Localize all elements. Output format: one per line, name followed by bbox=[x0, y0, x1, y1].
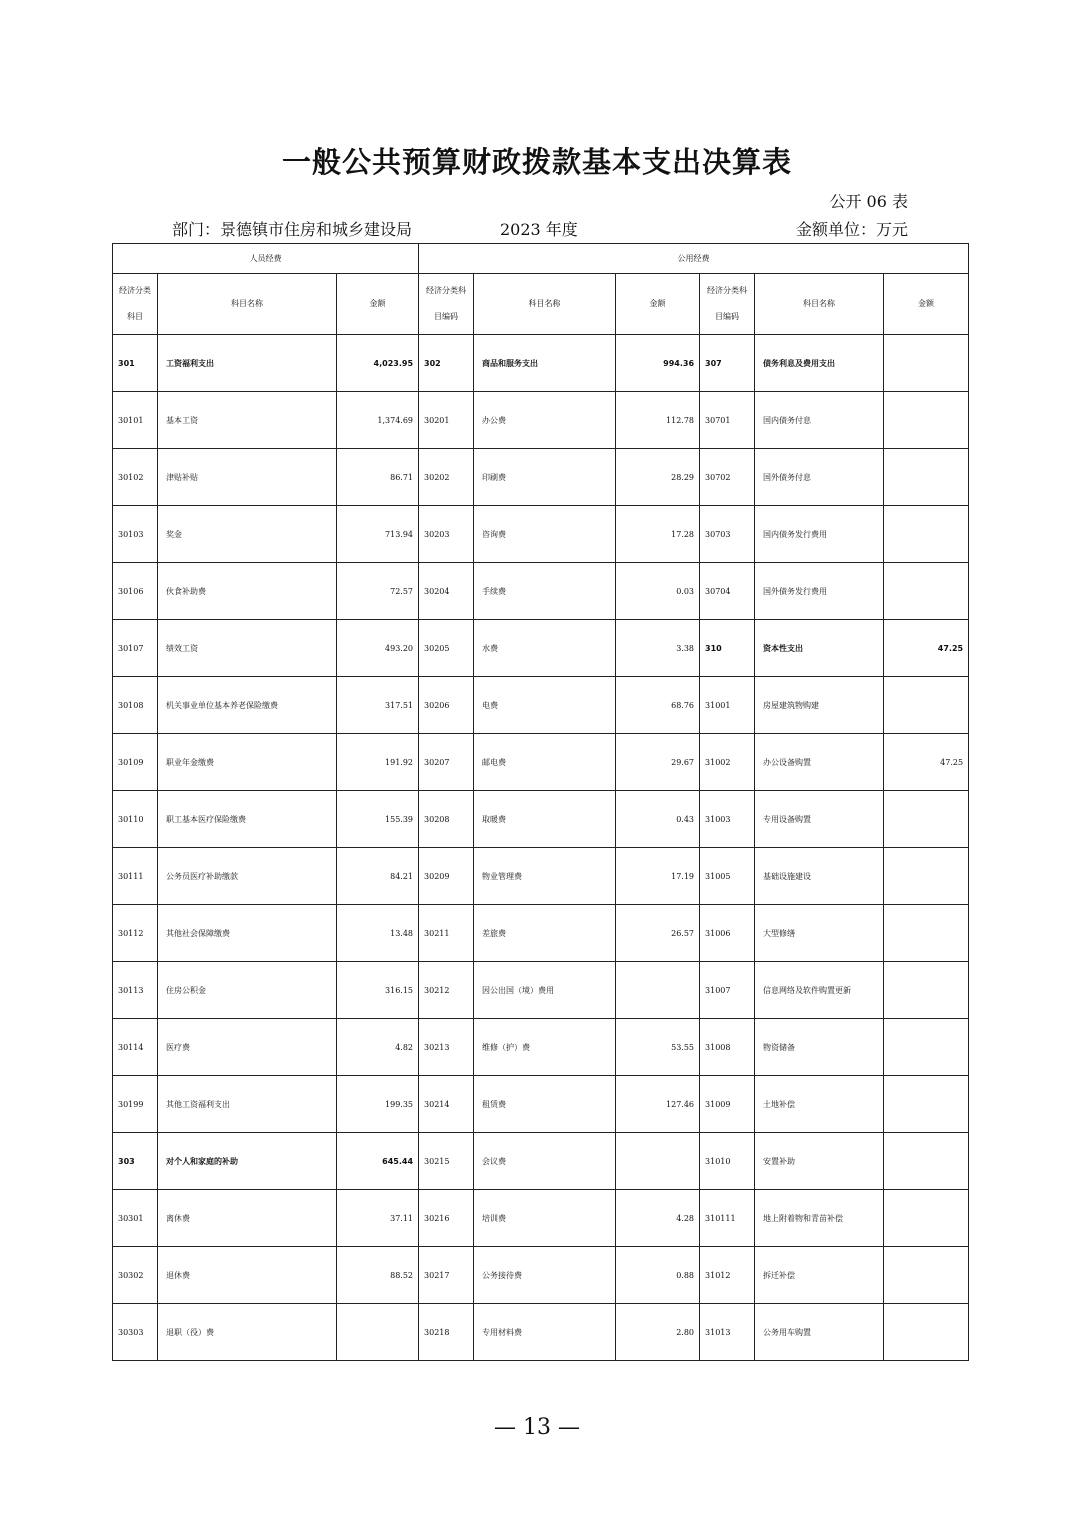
econ-code-cell: 30215 bbox=[419, 1133, 474, 1190]
item-name-cell: 租赁费 bbox=[474, 1076, 616, 1133]
econ-code-cell: 30204 bbox=[419, 563, 474, 620]
table-row bbox=[113, 1076, 969, 1133]
item-name-cell: 专用设备购置 bbox=[755, 791, 884, 848]
econ-code-cell: 30704 bbox=[700, 563, 755, 620]
item-name-cell: 退休费 bbox=[158, 1247, 337, 1304]
item-name-cell: 商品和服务支出 bbox=[474, 335, 616, 392]
amount-cell bbox=[884, 677, 969, 734]
amount-cell: 4.82 bbox=[337, 1019, 419, 1076]
amount-cell bbox=[884, 563, 969, 620]
amount-cell: 0.03 bbox=[616, 563, 700, 620]
amount-cell: 47.25 bbox=[884, 734, 969, 791]
col-header-name: 科目名称 bbox=[755, 274, 884, 335]
econ-code-cell: 30217 bbox=[419, 1247, 474, 1304]
econ-code-cell: 30111 bbox=[113, 848, 158, 905]
econ-code-cell: 30302 bbox=[113, 1247, 158, 1304]
item-name-cell: 对个人和家庭的补助 bbox=[158, 1133, 337, 1190]
amount-cell: 68.76 bbox=[616, 677, 700, 734]
amount-cell bbox=[884, 1133, 969, 1190]
item-name-cell: 国内债务付息 bbox=[755, 392, 884, 449]
item-name-cell: 公务员医疗补助缴款 bbox=[158, 848, 337, 905]
amount-cell: 493.20 bbox=[337, 620, 419, 677]
item-name-cell: 大型修缮 bbox=[755, 905, 884, 962]
econ-code-cell: 30102 bbox=[113, 449, 158, 506]
econ-code-cell: 31002 bbox=[700, 734, 755, 791]
amount-cell bbox=[884, 962, 969, 1019]
table-row bbox=[113, 449, 969, 506]
amount-cell: 155.39 bbox=[337, 791, 419, 848]
item-name-cell: 拆迁补偿 bbox=[755, 1247, 884, 1304]
item-name-cell: 办公费 bbox=[474, 392, 616, 449]
table-row bbox=[113, 1133, 969, 1190]
item-name-cell: 公务用车购置 bbox=[755, 1304, 884, 1361]
amount-cell bbox=[884, 1076, 969, 1133]
amount-cell: 17.19 bbox=[616, 848, 700, 905]
amount-cell: 127.46 bbox=[616, 1076, 700, 1133]
table-row bbox=[113, 848, 969, 905]
item-name-cell: 物资储备 bbox=[755, 1019, 884, 1076]
item-name-cell: 职工基本医疗保险缴费 bbox=[158, 791, 337, 848]
item-name-cell: 地上附着物和青苗补偿 bbox=[755, 1190, 884, 1247]
econ-code-cell: 30209 bbox=[419, 848, 474, 905]
item-name-cell: 水费 bbox=[474, 620, 616, 677]
econ-code-cell: 30205 bbox=[419, 620, 474, 677]
col-header-amount: 金额 bbox=[616, 274, 700, 335]
item-name-cell: 国外债务付息 bbox=[755, 449, 884, 506]
econ-code-cell: 31009 bbox=[700, 1076, 755, 1133]
budget-table bbox=[112, 243, 969, 1361]
item-name-cell: 奖金 bbox=[158, 506, 337, 563]
item-name-cell: 国外债务发行费用 bbox=[755, 563, 884, 620]
econ-code-cell: 30303 bbox=[113, 1304, 158, 1361]
amount-cell bbox=[337, 1304, 419, 1361]
amount-cell: 645.44 bbox=[337, 1133, 419, 1190]
item-name-cell: 其他工资福利支出 bbox=[158, 1076, 337, 1133]
econ-code-cell: 303 bbox=[113, 1133, 158, 1190]
econ-code-cell: 30203 bbox=[419, 506, 474, 563]
item-name-cell: 会议费 bbox=[474, 1133, 616, 1190]
econ-code-cell: 310 bbox=[700, 620, 755, 677]
econ-code-cell: 310111 bbox=[700, 1190, 755, 1247]
item-name-cell: 安置补助 bbox=[755, 1133, 884, 1190]
econ-code-cell: 30110 bbox=[113, 791, 158, 848]
table-row bbox=[113, 791, 969, 848]
econ-code-cell: 30106 bbox=[113, 563, 158, 620]
econ-code-cell: 30199 bbox=[113, 1076, 158, 1133]
item-name-cell: 离休费 bbox=[158, 1190, 337, 1247]
item-name-cell: 公务接待费 bbox=[474, 1247, 616, 1304]
item-name-cell: 退职（役）费 bbox=[158, 1304, 337, 1361]
item-name-cell: 职业年金缴费 bbox=[158, 734, 337, 791]
amount-cell: 316.15 bbox=[337, 962, 419, 1019]
econ-code-cell: 31001 bbox=[700, 677, 755, 734]
econ-code-cell: 30218 bbox=[419, 1304, 474, 1361]
amount-cell: 13.48 bbox=[337, 905, 419, 962]
econ-code-cell: 301 bbox=[113, 335, 158, 392]
item-name-cell: 基本工资 bbox=[158, 392, 337, 449]
econ-code-cell: 30206 bbox=[419, 677, 474, 734]
amount-cell: 28.29 bbox=[616, 449, 700, 506]
page-number: — 13 — bbox=[494, 1415, 580, 1440]
econ-code-cell: 30207 bbox=[419, 734, 474, 791]
amount-cell bbox=[884, 1190, 969, 1247]
table-row bbox=[113, 335, 969, 392]
econ-code-cell: 30211 bbox=[419, 905, 474, 962]
table-row bbox=[113, 677, 969, 734]
amount-cell: 88.52 bbox=[337, 1247, 419, 1304]
econ-code-cell: 30702 bbox=[700, 449, 755, 506]
item-name-cell: 物业管理费 bbox=[474, 848, 616, 905]
department: 部门：景德镇市住房和城乡建设局 bbox=[172, 220, 413, 239]
amount-cell: 199.35 bbox=[337, 1076, 419, 1133]
amount-cell bbox=[884, 506, 969, 563]
amount-cell: 2.80 bbox=[616, 1304, 700, 1361]
econ-code-cell: 31003 bbox=[700, 791, 755, 848]
amount-cell: 47.25 bbox=[884, 620, 969, 677]
item-name-cell: 债务利息及费用支出 bbox=[755, 335, 884, 392]
econ-code-cell: 31008 bbox=[700, 1019, 755, 1076]
amount-cell: 4,023.95 bbox=[337, 335, 419, 392]
amount-cell: 191.92 bbox=[337, 734, 419, 791]
amount-cell bbox=[884, 791, 969, 848]
item-name-cell: 因公出国（境）费用 bbox=[474, 962, 616, 1019]
econ-code-cell: 30202 bbox=[419, 449, 474, 506]
amount-cell bbox=[884, 905, 969, 962]
amount-cell: 53.55 bbox=[616, 1019, 700, 1076]
econ-code-cell: 31013 bbox=[700, 1304, 755, 1361]
item-name-cell: 机关事业单位基本养老保险缴费 bbox=[158, 677, 337, 734]
amount-cell bbox=[884, 1247, 969, 1304]
col-header-code: 经济分类科目编码 bbox=[419, 274, 474, 335]
econ-code-cell: 302 bbox=[419, 335, 474, 392]
item-name-cell: 土地补偿 bbox=[755, 1076, 884, 1133]
item-name-cell: 津贴补贴 bbox=[158, 449, 337, 506]
econ-code-cell: 31007 bbox=[700, 962, 755, 1019]
amount-cell: 17.28 bbox=[616, 506, 700, 563]
amount-cell: 84.21 bbox=[337, 848, 419, 905]
item-name-cell: 房屋建筑物购建 bbox=[755, 677, 884, 734]
table-row bbox=[113, 563, 969, 620]
item-name-cell: 培训费 bbox=[474, 1190, 616, 1247]
econ-code-cell: 30701 bbox=[700, 392, 755, 449]
econ-code-cell: 30107 bbox=[113, 620, 158, 677]
econ-code-cell: 30101 bbox=[113, 392, 158, 449]
item-name-cell: 工资福利支出 bbox=[158, 335, 337, 392]
econ-code-cell: 30213 bbox=[419, 1019, 474, 1076]
amount-cell: 1,374.69 bbox=[337, 392, 419, 449]
item-name-cell: 咨询费 bbox=[474, 506, 616, 563]
item-name-cell: 伙食补助费 bbox=[158, 563, 337, 620]
econ-code-cell: 30113 bbox=[113, 962, 158, 1019]
amount-unit: 金额单位：万元 bbox=[795, 220, 908, 239]
amount-cell: 0.88 bbox=[616, 1247, 700, 1304]
col-header-code: 经济分类科目编码 bbox=[700, 274, 755, 335]
table-row bbox=[113, 734, 969, 791]
item-name-cell: 医疗费 bbox=[158, 1019, 337, 1076]
table-row bbox=[113, 1247, 969, 1304]
econ-code-cell: 30103 bbox=[113, 506, 158, 563]
table-row bbox=[113, 392, 969, 449]
item-name-cell: 信息网络及软件购置更新 bbox=[755, 962, 884, 1019]
amount-cell bbox=[884, 848, 969, 905]
amount-cell: 72.57 bbox=[337, 563, 419, 620]
amount-cell bbox=[884, 335, 969, 392]
amount-cell bbox=[884, 449, 969, 506]
amount-cell: 86.71 bbox=[337, 449, 419, 506]
amount-cell bbox=[616, 1133, 700, 1190]
page-title: 一般公共预算财政拨款基本支出决算表 bbox=[281, 145, 792, 179]
item-name-cell: 邮电费 bbox=[474, 734, 616, 791]
amount-cell: 29.67 bbox=[616, 734, 700, 791]
item-name-cell: 绩效工资 bbox=[158, 620, 337, 677]
econ-code-cell: 31005 bbox=[700, 848, 755, 905]
amount-cell: 713.94 bbox=[337, 506, 419, 563]
table-row bbox=[113, 905, 969, 962]
econ-code-cell: 30212 bbox=[419, 962, 474, 1019]
item-name-cell: 国内债务发行费用 bbox=[755, 506, 884, 563]
econ-code-cell: 30201 bbox=[419, 392, 474, 449]
amount-cell: 317.51 bbox=[337, 677, 419, 734]
table-code: 公开 06 表 bbox=[829, 192, 908, 211]
item-name-cell: 电费 bbox=[474, 677, 616, 734]
col-header-code: 经济分类科目 bbox=[113, 274, 158, 335]
amount-cell: 0.43 bbox=[616, 791, 700, 848]
item-name-cell: 住房公积金 bbox=[158, 962, 337, 1019]
amount-cell: 112.78 bbox=[616, 392, 700, 449]
econ-code-cell: 31012 bbox=[700, 1247, 755, 1304]
col-header-name: 科目名称 bbox=[474, 274, 616, 335]
amount-cell: 994.36 bbox=[616, 335, 700, 392]
amount-cell bbox=[884, 392, 969, 449]
table-row bbox=[113, 620, 969, 677]
econ-code-cell: 30114 bbox=[113, 1019, 158, 1076]
item-name-cell: 其他社会保障缴费 bbox=[158, 905, 337, 962]
item-name-cell: 维修（护）费 bbox=[474, 1019, 616, 1076]
amount-cell bbox=[616, 962, 700, 1019]
amount-cell: 37.11 bbox=[337, 1190, 419, 1247]
econ-code-cell: 30109 bbox=[113, 734, 158, 791]
amount-cell: 3.38 bbox=[616, 620, 700, 677]
item-name-cell: 差旅费 bbox=[474, 905, 616, 962]
table-row bbox=[113, 506, 969, 563]
item-name-cell: 办公设备购置 bbox=[755, 734, 884, 791]
col-header-name: 科目名称 bbox=[158, 274, 337, 335]
item-name-cell: 取暖费 bbox=[474, 791, 616, 848]
econ-code-cell: 30703 bbox=[700, 506, 755, 563]
item-name-cell: 资本性支出 bbox=[755, 620, 884, 677]
econ-code-cell: 30108 bbox=[113, 677, 158, 734]
fiscal-year: 2023 年度 bbox=[500, 220, 578, 239]
table-row bbox=[113, 1019, 969, 1076]
group-header-personnel: 人员经费 bbox=[113, 244, 419, 274]
group-header-public: 公用经费 bbox=[419, 244, 969, 274]
econ-code-cell: 30216 bbox=[419, 1190, 474, 1247]
item-name-cell: 手续费 bbox=[474, 563, 616, 620]
amount-cell bbox=[884, 1304, 969, 1361]
table-row bbox=[113, 1304, 969, 1361]
col-header-amount: 金额 bbox=[884, 274, 969, 335]
col-header-amount: 金额 bbox=[337, 274, 419, 335]
econ-code-cell: 30301 bbox=[113, 1190, 158, 1247]
amount-cell bbox=[884, 1019, 969, 1076]
econ-code-cell: 307 bbox=[700, 335, 755, 392]
table-row bbox=[113, 962, 969, 1019]
econ-code-cell: 30214 bbox=[419, 1076, 474, 1133]
item-name-cell: 专用材料费 bbox=[474, 1304, 616, 1361]
amount-cell: 26.57 bbox=[616, 905, 700, 962]
amount-cell: 4.28 bbox=[616, 1190, 700, 1247]
econ-code-cell: 31006 bbox=[700, 905, 755, 962]
item-name-cell: 印刷费 bbox=[474, 449, 616, 506]
table-row bbox=[113, 1190, 969, 1247]
item-name-cell: 基础设施建设 bbox=[755, 848, 884, 905]
econ-code-cell: 30112 bbox=[113, 905, 158, 962]
econ-code-cell: 31010 bbox=[700, 1133, 755, 1190]
econ-code-cell: 30208 bbox=[419, 791, 474, 848]
